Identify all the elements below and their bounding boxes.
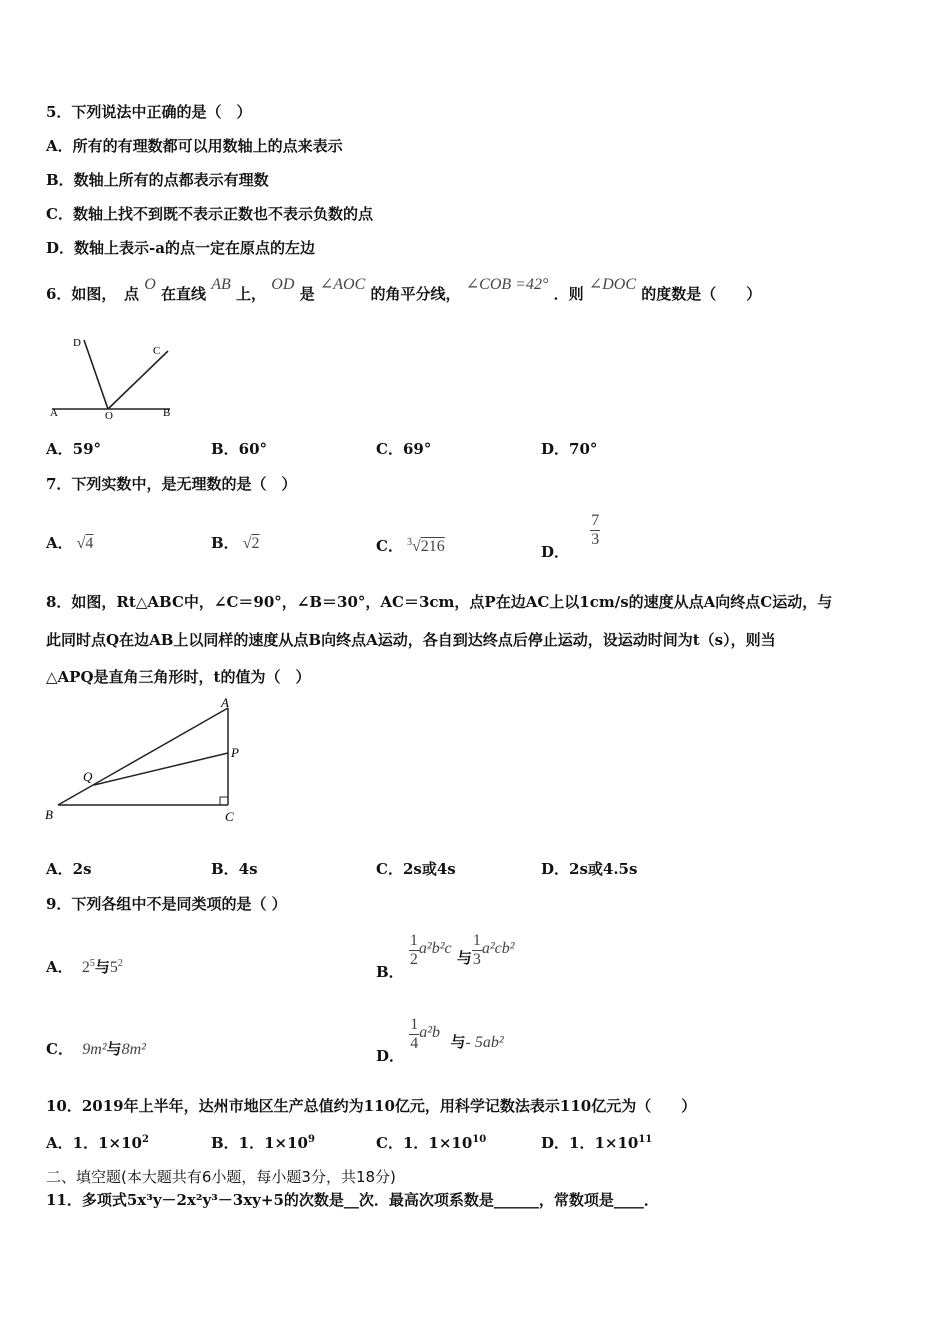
- label-d: D: [73, 337, 81, 349]
- q11-stem: 11．多项式5x³y－2x²y³－3xy+5的次数是__次．最高次项系数是______，常数项是____．: [46, 1191, 659, 1209]
- q6-angle-figure: [46, 330, 186, 425]
- q7-option-d: D． $\frac{7}{3}$: [541, 512, 600, 561]
- label-b: B: [163, 407, 171, 419]
- q8-triangle-figure: [40, 695, 255, 830]
- label-c: C: [153, 345, 161, 357]
- q7-stem: 7．下列实数中，是无理数的是（ ）: [46, 475, 297, 493]
- q10-option-c: C．1．$1\times 10^{10}$: [376, 1134, 487, 1152]
- q9-option-b: B． $\frac{1}{2}$ a²b²c 与 $\frac{1}{3}$ a²cb²: [376, 932, 515, 981]
- q8-line3: △APQ是直角三角形时，t的值为（ ）: [46, 668, 311, 686]
- section-heading: 二、填空题(本大题共有6小题，每小题3分，共18分): [46, 1168, 396, 1186]
- q7-option-a: A． √4: [46, 534, 94, 552]
- q8-option-b: B．4s: [211, 860, 258, 878]
- label-a: A: [221, 695, 229, 710]
- label-q: Q: [83, 769, 93, 784]
- q7-option-c: C． $^3$√216: [376, 537, 445, 555]
- q9-option-a: A． $2^5$与$5^2$: [46, 958, 123, 976]
- q7-option-b: B． √2: [211, 534, 260, 552]
- q6-option-d: D．70°: [541, 440, 598, 458]
- q5-option-b: B．数轴上所有的点都表示有理数: [46, 171, 269, 189]
- q10-option-a: A．1．$1\times 10^2$: [46, 1134, 149, 1152]
- label-p: P: [231, 745, 239, 760]
- q8-option-c: C．2s或4s: [376, 860, 456, 878]
- label-c: C: [225, 809, 234, 824]
- q9-option-c: C． 9m²与8m²: [46, 1040, 146, 1058]
- label-o: O: [105, 410, 113, 422]
- q8-option-d: D．2s或4.5s: [541, 860, 638, 878]
- q10-option-d: D．1．$1\times 10^{11}$: [541, 1134, 653, 1152]
- q9-option-d: D． $\frac{1}{4}$ a²b 与- 5ab²: [376, 1016, 504, 1065]
- label-b: B: [45, 807, 53, 822]
- q10-stem: 10．2019年上半年，达州市地区生产总值约为110亿元，用科学记数法表示110亿元为（ ）: [46, 1097, 697, 1115]
- q8-line2: 此同时点Q在边AB上以同样的速度从点B向终点A运动，各自到达终点后停止运动，设运动时间为t（s），则当: [46, 631, 776, 649]
- q8-option-a: A．2s: [46, 860, 92, 878]
- q5-option-d: D．数轴上表示-a的点一定在原点的左边: [46, 239, 315, 257]
- q6-stem: 6．如图， 点 O 在直线 AB 上， OD 是 ∠AOC 的角平分线， ∠COB =42° ．则 ∠DOC 的度数是（ ）: [46, 276, 762, 303]
- q6-option-c: C．69°: [376, 440, 432, 458]
- q10-option-b: B．1．$1\times 10^9$: [211, 1134, 315, 1152]
- q5-option-a: A．所有的有理数都可以用数轴上的点来表示: [46, 137, 343, 155]
- q9-stem: 9．下列各组中不是同类项的是（ ）: [46, 895, 287, 913]
- q5-stem: 5．下列说法中正确的是（ ）: [46, 103, 252, 121]
- q6-option-b: B．60°: [211, 440, 268, 458]
- q5-option-c: C．数轴上找不到既不表示正数也不表示负数的点: [46, 205, 373, 223]
- label-a: A: [50, 407, 58, 419]
- q6-option-a: A．59°: [46, 440, 102, 458]
- q8-line1: 8．如图，Rt△ABC中，∠C＝90°，∠B＝30°，AC＝3cm，点P在边AC上以1cm/s的速度从点A向终点C运动，与: [46, 593, 833, 611]
